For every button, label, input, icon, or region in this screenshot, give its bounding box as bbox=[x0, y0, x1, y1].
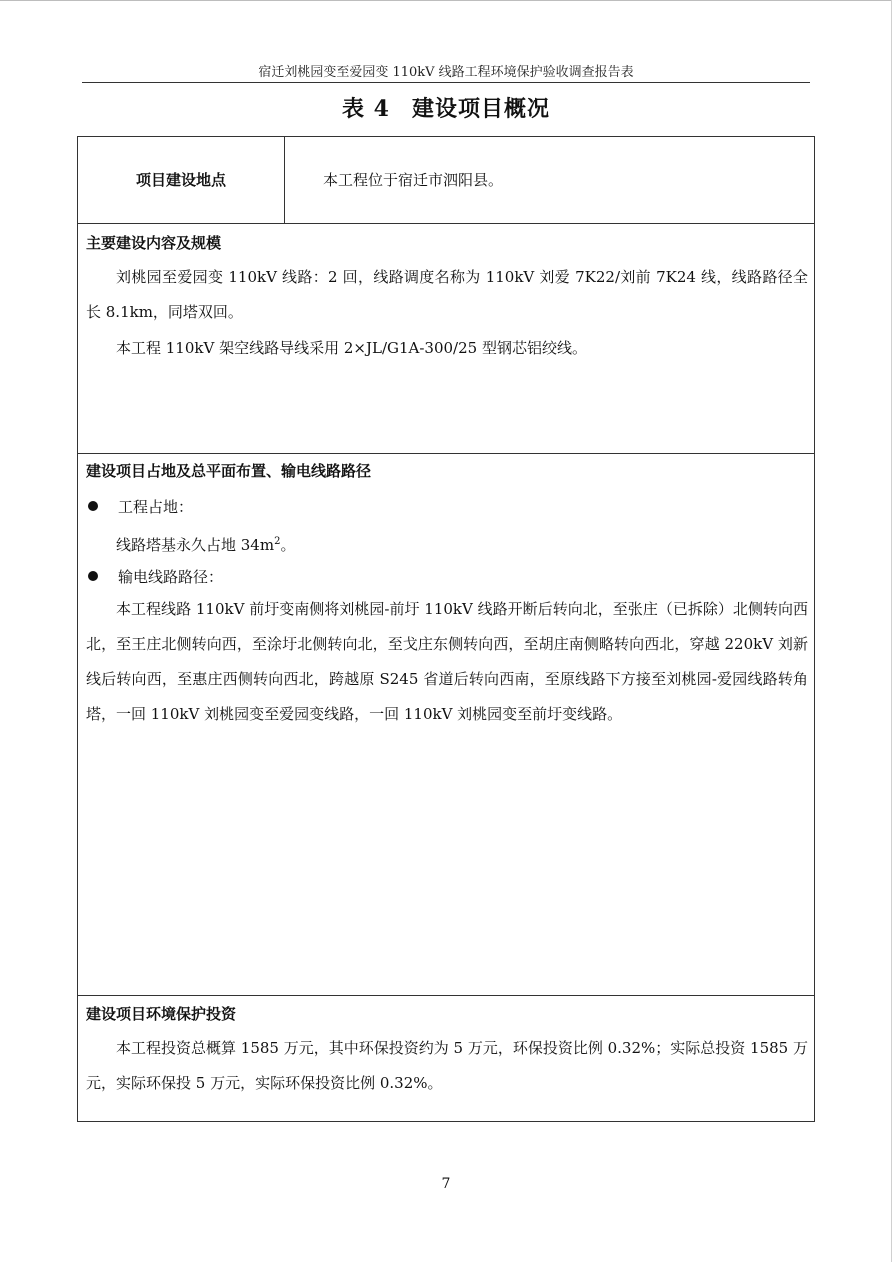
table-title-text: 建设项目概况 bbox=[411, 96, 550, 122]
location-label: 项目建设地点 bbox=[78, 137, 285, 223]
land-use-end: 。 bbox=[280, 536, 296, 554]
page-number: 7 bbox=[441, 1176, 451, 1192]
env-investment-heading: 建设项目环境保护投资 bbox=[86, 1005, 237, 1023]
route-bullet bbox=[86, 567, 223, 587]
table-title bbox=[0, 92, 892, 126]
location-value: 本工程位于宿迁市泗阳县。 bbox=[323, 171, 504, 189]
land-use-text bbox=[116, 532, 295, 555]
running-header: 宿迁刘桃园变至爱园变 110kV 线路工程环境保护验收调查报告表 bbox=[258, 65, 634, 80]
land-use-value: 线路塔基永久占地 34m bbox=[116, 536, 275, 554]
env-investment-text: 本工程投资总概算 1585 万元，其中环保投资约为 5 万元，环保投资比例 0.32%；实际总投资 1585 万元，实际环保投 5 万元，实际环保投资比例 0.32%。 bbox=[86, 1039, 808, 1092]
construction-scale-paragraph-1: 刘桃园至爱园变 110kV 线路：2 回，线路调度名称为 110kV 刘爱 7K22/刘前 7K24 线，线路路径全长 8.1km，同塔双回。 bbox=[86, 268, 808, 321]
land-and-route-section bbox=[78, 454, 814, 996]
construction-scale-heading: 主要建设内容及规模 bbox=[86, 234, 222, 252]
overview-table bbox=[77, 136, 815, 1122]
construction-scale-section bbox=[78, 223, 814, 454]
land-use-bullet bbox=[86, 497, 193, 517]
route-label: 输电线路路径： bbox=[118, 568, 224, 586]
header-rule bbox=[82, 82, 810, 83]
env-investment-section bbox=[78, 996, 814, 1121]
location-row bbox=[78, 137, 814, 224]
land-use-unit-superscript: 2 bbox=[274, 536, 281, 547]
land-use-label: 工程占地： bbox=[118, 498, 194, 516]
bullet-dot-icon bbox=[88, 571, 98, 581]
bullet-dot-icon bbox=[88, 501, 98, 511]
route-description: 本工程线路 110kV 前圩变南侧将刘桃园-前圩 110kV 线路开断后转向北，至张庄（已拆除）北侧转向西北，至王庄北侧转向西，至涂圩北侧转向北，至戈庄东侧转向西，至胡庄南侧略转向西北，穿越 220kV 刘新线后转向西，至惠庄西侧转向西北，跨越原 S245 省道后转向西南，至原线路下方接至刘桃园-爱园线路转角塔，一回 110kV 刘桃园变至爱园变线路，一回 110kV 刘桃园变至前圩变线路。 bbox=[86, 600, 808, 723]
page-top-edge bbox=[0, 0, 892, 1]
land-and-route-heading: 建设项目占地及总平面布置、输电线路路径 bbox=[86, 462, 372, 480]
table-number: 表 4 bbox=[342, 96, 390, 122]
construction-scale-paragraph-2: 本工程 110kV 架空线路导线采用 2×JL/G1A-300/25 型钢芯铝绞线。 bbox=[116, 339, 587, 357]
